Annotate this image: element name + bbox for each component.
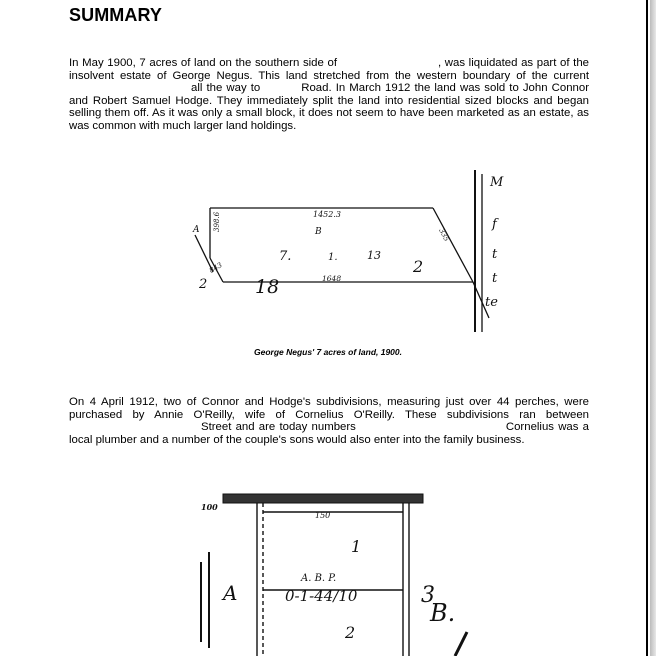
plan-label: 0-1-44/10 <box>285 587 358 605</box>
plan-margin-letter: f <box>492 217 497 232</box>
plan-label: 13 <box>367 249 381 262</box>
figure-1-caption: George Negus' 7 acres of land, 1900. <box>254 347 402 357</box>
paragraph-2-part-1: On 4 April 1912, two of Connor and Hodge's subdivisions, measuring just over 44 perches, were purchased by Annie O'Reilly, wife of Cornelius O'Reilly. These subdivisions ran between <box>69 396 589 421</box>
paragraph-2 <box>69 396 589 446</box>
subdivision-plan-1912 <box>185 482 485 656</box>
plan-label: B <box>315 227 322 237</box>
paragraph-1-part-4: Road. In March 1912 the land was sold to John Connor and Robert Samuel Hodge. They immediately split the land into residential sized blocks and began selling them off. As it was only a small block, it does not seem to have been marketed as an estate, as was common with much larger land holdings. <box>69 82 590 132</box>
plan-margin-letter: t <box>492 271 498 286</box>
plan-label: 1 <box>351 537 362 556</box>
paragraph-1 <box>69 57 589 133</box>
plan-label: 2 <box>345 623 356 642</box>
plan-label: 7. <box>279 249 292 264</box>
paragraph-1-part-2: , was liquidated as part of the insolvent estate of George Negus. This land stretched from the western boundary of the current <box>69 57 589 82</box>
plan-label: 1648 <box>322 274 342 283</box>
plan-label: B. <box>430 599 456 627</box>
plan-margin-stroke <box>455 632 467 656</box>
plan-label: 1. <box>328 252 338 263</box>
plan-label: 1452.3 <box>313 210 341 219</box>
plan-label: 2 <box>199 277 208 292</box>
page-edge-shadow <box>650 0 656 656</box>
plan-margin-letter: t <box>492 247 498 262</box>
paragraph-1-part-3: all the way to <box>191 82 261 95</box>
plan-label: A <box>223 581 238 605</box>
paragraph-1-part-1: In May 1900, 7 acres of land on the southern side of <box>69 57 337 69</box>
paragraph-2-part-3: Cornelius was a local plumber and a number of the couple's sons would also enter into the family business. <box>69 421 589 446</box>
plan-label: 100 <box>201 502 218 512</box>
plan-label: 843 <box>208 261 224 275</box>
plan-label: 3 <box>421 583 435 608</box>
plan-margin-letter: M <box>490 175 504 190</box>
plan-east-boundary <box>433 208 473 282</box>
page-title: SUMMARY <box>69 5 163 25</box>
plan-label: A. B. P. <box>301 573 337 584</box>
plan-label: 18 <box>255 276 280 298</box>
plan-label: 398.6 <box>213 211 221 232</box>
paragraph-2-part-2: Street and are today numbers <box>201 421 356 434</box>
plan-label: 150 <box>315 511 331 520</box>
plan-label: A <box>193 225 200 235</box>
land-plan-1900 <box>185 160 515 345</box>
plan-margin-letter: te <box>485 295 498 310</box>
plan-label: 2 <box>413 257 424 276</box>
plan-street-band <box>223 494 423 503</box>
plan-label: 335 <box>437 227 451 243</box>
